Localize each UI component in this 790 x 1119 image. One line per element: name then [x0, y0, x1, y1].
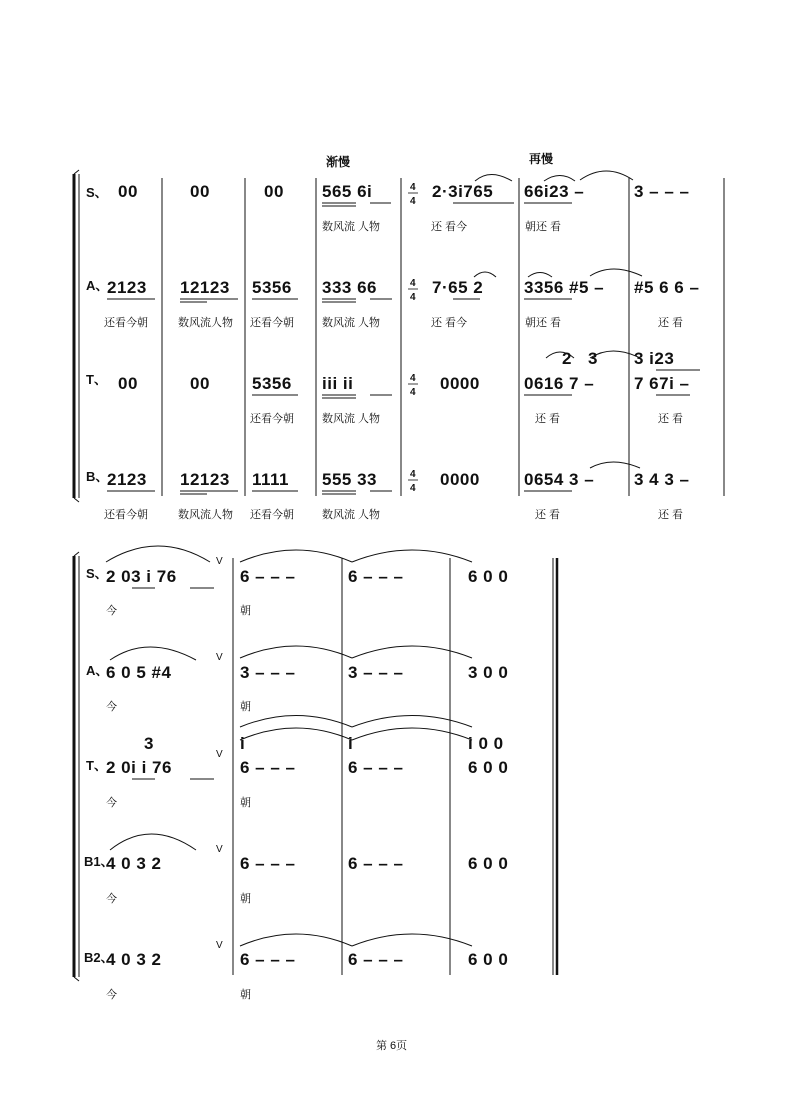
lyric: 今	[106, 701, 117, 713]
time-signature-group	[408, 182, 418, 494]
measure: 2 03 i 76	[106, 567, 177, 586]
upper-note: i	[240, 734, 246, 753]
measure: 0000	[440, 374, 480, 393]
measure: 12123	[180, 278, 230, 297]
part2-tenor	[86, 716, 508, 810]
system2-brace	[74, 552, 79, 981]
breath-mark: V	[216, 844, 223, 855]
lyric: 今	[106, 605, 117, 617]
upper-note: 3	[144, 734, 154, 753]
measure: 6 – – –	[240, 854, 296, 873]
page-number: 第 6页	[376, 1040, 408, 1052]
measure: 12123	[180, 470, 230, 489]
measure: 00	[118, 374, 138, 393]
measure: 565 6i	[322, 182, 373, 201]
lyric: 还看今朝	[250, 413, 294, 425]
measure: 6 – – –	[348, 854, 404, 873]
part2-bass2	[84, 934, 508, 1001]
measure: 3 – – –	[240, 663, 296, 682]
measure: 333 66	[322, 278, 377, 297]
measure: 6 – – –	[348, 950, 404, 969]
lyric: 还 看今	[431, 221, 468, 233]
lyric: 数风流人物	[178, 317, 233, 329]
ts-bottom: 4	[410, 483, 416, 494]
measure: 6 – – –	[240, 567, 296, 586]
part-tenor	[86, 349, 700, 425]
measure: 3356 #5 –	[524, 278, 605, 297]
lyric: 还看今朝	[250, 509, 294, 521]
measure: 2·3i765	[432, 182, 494, 201]
system1-brace	[74, 170, 79, 502]
part-bass	[86, 462, 690, 521]
measure: 00	[264, 182, 284, 201]
measure: 3 – – –	[634, 182, 690, 201]
part-soprano	[86, 171, 690, 233]
measure: 2123	[107, 278, 147, 297]
measure: 7 67i –	[634, 374, 690, 393]
lyric: 今	[106, 797, 117, 809]
part-label: S、	[86, 185, 108, 200]
upper-note: 3 i23	[634, 349, 675, 368]
breath-mark: V	[216, 940, 223, 951]
measure: 3 – – –	[348, 663, 404, 682]
lyric: 朝还 看	[525, 221, 562, 233]
lyric: 数风流 人物	[322, 221, 381, 233]
tempo-mark-jianman: 渐慢	[326, 155, 351, 169]
lyric: 今	[106, 893, 117, 905]
upper-note: 2	[562, 349, 572, 368]
upper-note: 3	[588, 349, 598, 368]
lyric: 朝	[240, 893, 251, 905]
measure: 2123	[107, 470, 147, 489]
lyric: 还 看	[658, 317, 684, 329]
measure: 1111	[252, 470, 290, 489]
measure: 5356	[252, 278, 292, 297]
lyric: 还看今朝	[104, 317, 148, 329]
breath-mark: V	[216, 749, 223, 760]
measure: 66i23 –	[524, 182, 585, 201]
measure: 555 33	[322, 470, 377, 489]
lyric: 还 看	[535, 509, 561, 521]
part-label: A、	[86, 278, 109, 293]
ts-top: 4	[410, 182, 416, 193]
lyric: 还 看	[658, 509, 684, 521]
part-label: S、	[86, 566, 108, 581]
lyric: 数风流 人物	[322, 317, 381, 329]
part2-alto	[86, 646, 508, 713]
part-label: T、	[86, 372, 107, 387]
lyric: 还看今朝	[104, 509, 148, 521]
measure: 7·65 2	[432, 278, 484, 297]
upper-note: i 0 0	[468, 734, 504, 753]
ts-bottom: 4	[410, 292, 416, 303]
part-label: T、	[86, 758, 107, 773]
breath-mark: V	[216, 652, 223, 663]
lyric: 朝还 看	[525, 317, 562, 329]
measure: 3 4 3 –	[634, 470, 690, 489]
measure: 6 – – –	[240, 758, 296, 777]
lyric: 今	[106, 989, 117, 1001]
part-alto	[86, 269, 699, 329]
measure: 6 – – –	[240, 950, 296, 969]
measure: 6 0 0	[468, 567, 509, 586]
measure: #5 6 6 –	[634, 278, 700, 297]
lyric: 朝	[240, 701, 251, 713]
lyric: 还 看今	[431, 317, 468, 329]
measure: iii ii	[322, 374, 354, 393]
part-label: B、	[86, 469, 109, 484]
part-label: A、	[86, 663, 109, 678]
lyric: 朝	[240, 797, 251, 809]
measure: 6 0 5 #4	[106, 663, 172, 682]
measure: 0000	[440, 470, 480, 489]
ts-top: 4	[410, 373, 416, 384]
part2-soprano	[86, 546, 508, 617]
measure: 6 0 0	[468, 854, 509, 873]
lyric: 数风流人物	[178, 509, 233, 521]
tempo-mark-zaiman: 再慢	[529, 152, 554, 166]
ts-bottom: 4	[410, 196, 416, 207]
ts-top: 4	[410, 469, 416, 480]
part2-bass1	[84, 834, 508, 905]
lyric: 还 看	[658, 413, 684, 425]
measure: 6 0 0	[468, 950, 509, 969]
lyric: 还 看	[535, 413, 561, 425]
lyric: 还看今朝	[250, 317, 294, 329]
lyric: 数风流 人物	[322, 509, 381, 521]
breath-mark: V	[216, 556, 223, 567]
measure: 4 0 3 2	[106, 854, 162, 873]
measure: 5356	[252, 374, 292, 393]
ts-bottom: 4	[410, 387, 416, 398]
ts-top: 4	[410, 278, 416, 289]
measure: 6 – – –	[348, 567, 404, 586]
lyric: 数风流 人物	[322, 413, 381, 425]
part-label: B1、	[84, 854, 114, 869]
lyric: 朝	[240, 989, 251, 1001]
measure: 0654 3 –	[524, 470, 595, 489]
measure: 6 – – –	[348, 758, 404, 777]
measure: 4 0 3 2	[106, 950, 162, 969]
part-label: B2、	[84, 950, 114, 965]
measure: 6 0 0	[468, 758, 509, 777]
measure: 2 0i i 76	[106, 758, 172, 777]
measure: 00	[118, 182, 138, 201]
measure: 00	[190, 374, 210, 393]
measure: 3 0 0	[468, 663, 509, 682]
lyric: 朝	[240, 605, 251, 617]
upper-note: i	[348, 734, 354, 753]
measure: 0616 7 –	[524, 374, 595, 393]
measure: 00	[190, 182, 210, 201]
